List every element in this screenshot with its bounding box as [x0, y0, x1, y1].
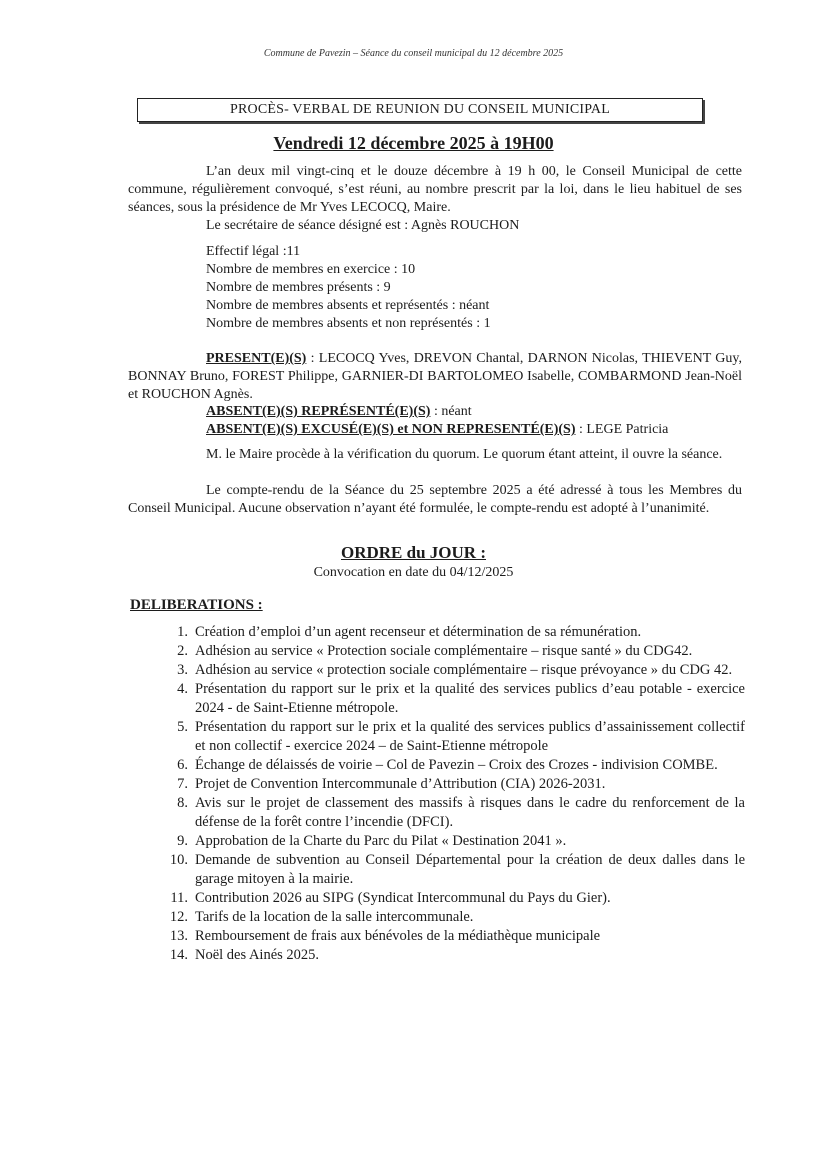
- absent-excused-value: : LEGE Patricia: [575, 422, 669, 437]
- intro-paragraph: L’an deux mil vingt-cinq et le douze décembre à 19 h 00, le Conseil Municipal de cette commune, régulièrement convoqué, s’est réuni, au nombre prescrit par la loi, dans le lieu habituel de ses séances, sous la présidence de Mr Yves LECOCQ, Maire.: [128, 164, 742, 215]
- agenda-item-text: Présentation du rapport sur le prix et la qualité des services publics d’assainissement collectif et non collectif - exercice 2024 – de Saint-Etienne métropole: [195, 719, 745, 754]
- count-absent-not-represented: Nombre de membres absents et non représentés : 1: [206, 316, 491, 331]
- agenda-item-number: 12.: [169, 909, 188, 925]
- meeting-date-title: Vendredi 12 décembre 2025 à 19H00: [273, 133, 554, 153]
- count-present: Nombre de membres présents : 9: [206, 280, 391, 295]
- agenda-item-number: 14.: [169, 947, 188, 963]
- agenda-item: [160, 623, 745, 642]
- agenda-item: [160, 946, 745, 965]
- agenda-item: [160, 889, 745, 908]
- quorum-paragraph: M. le Maire procède à la vérification du quorum. Le quorum étant atteint, il ouvre la séance.: [206, 447, 723, 462]
- agenda-item: [160, 680, 745, 718]
- agenda-item-number: 13.: [169, 928, 188, 944]
- count-in-office: Nombre de membres en exercice : 10: [206, 262, 416, 277]
- agenda-item-text: Projet de Convention Intercommunale d’Attribution (CIA) 2026-2031.: [195, 776, 606, 792]
- agenda-title: ORDRE du JOUR :: [341, 543, 486, 562]
- agenda-item-text: Noël des Ainés 2025.: [195, 947, 320, 963]
- agenda-item-text: Adhésion au service « protection sociale complémentaire – risque prévoyance » du CDG 42.: [195, 662, 733, 678]
- agenda-item-number: 6.: [177, 757, 188, 773]
- agenda-item-number: 7.: [177, 776, 188, 792]
- agenda-item: [160, 908, 745, 927]
- agenda-item-text: Demande de subvention au Conseil Départemental pour la création de deux dalles dans le garage mitoyen à la mairie.: [195, 852, 745, 887]
- agenda-item: [160, 661, 745, 680]
- agenda-item: [160, 927, 745, 946]
- absent-represented-label: ABSENT(E)(S) REPRÉSENTÉ(E)(S): [206, 404, 431, 419]
- agenda-item-number: 4.: [177, 681, 188, 697]
- present-label: PRESENT(E)(S): [206, 351, 307, 366]
- agenda-item: [160, 794, 745, 832]
- agenda-item-text: Présentation du rapport sur le prix et la qualité des services publics d’eau potable - exercice 2024 - de Saint-Etienne métropole.: [195, 681, 745, 716]
- agenda-item-text: Contribution 2026 au SIPG (Syndicat Intercommunal du Pays du Gier).: [195, 890, 611, 906]
- agenda-item-text: Adhésion au service « Protection sociale complémentaire – risque santé » du CDG42.: [195, 643, 693, 659]
- deliberations-heading: DELIBERATIONS :: [130, 597, 263, 613]
- agenda-item-number: 3.: [177, 662, 188, 678]
- agenda-item: [160, 832, 745, 851]
- agenda-item-text: Échange de délaissés de voirie – Col de Pavezin – Croix des Crozes - indivision COMBE.: [195, 757, 718, 773]
- absent-excused-line: [206, 421, 668, 439]
- agenda-item-number: 11.: [170, 890, 188, 906]
- absent-excused-label: ABSENT(E)(S) EXCUSÉ(E)(S) et NON REPRESENTÉ(E)(S): [206, 422, 576, 437]
- agenda-item-number: 1.: [177, 624, 188, 640]
- agenda-item-number: 8.: [177, 795, 188, 811]
- agenda-item-text: Création d’emploi d’un agent recenseur et détermination de sa rémunération.: [195, 624, 642, 640]
- convocation-date: Convocation en date du 04/12/2025: [313, 565, 514, 580]
- secretary-line: Le secrétaire de séance désigné est : Agnès ROUCHON: [206, 218, 520, 233]
- agenda-item: [160, 718, 745, 756]
- agenda-item-text: Avis sur le projet de classement des massifs à risques dans le cadre du renforcement de la défense de la forêt contre l’incendie (DFCI).: [195, 795, 745, 830]
- agenda-item: [160, 642, 745, 661]
- agenda-item: [160, 775, 745, 794]
- absent-represented-line: [206, 403, 472, 421]
- agenda-item-number: 5.: [177, 719, 188, 735]
- count-absent-represented: Nombre de membres absents et représentés : néant: [206, 298, 490, 313]
- minutes-paragraph: Le compte-rendu de la Séance du 25 septembre 2025 a été adressé à tous les Membres du Conseil Municipal. Aucune observation n’ayant été formulée, le compte-rendu est adopté à l’unanimité.: [128, 483, 742, 516]
- agenda-item-text: Approbation de la Charte du Parc du Pilat « Destination 2041 ».: [195, 833, 567, 849]
- count-legal: Effectif légal :11: [206, 244, 301, 259]
- running-header: Commune de Pavezin – Séance du conseil municipal du 12 décembre 2025: [263, 48, 564, 59]
- agenda-item: [160, 851, 745, 889]
- agenda-item-number: 9.: [177, 833, 188, 849]
- document-title-box: PROCÈS- VERBAL DE REUNION DU CONSEIL MUNICIPAL: [137, 98, 703, 122]
- absent-represented-value: : néant: [430, 404, 472, 419]
- agenda-item-number: 2.: [177, 643, 188, 659]
- agenda-item-text: Remboursement de frais aux bénévoles de la médiathèque municipale: [195, 928, 601, 944]
- agenda-list: [160, 623, 745, 965]
- agenda-item: [160, 756, 745, 775]
- present-names: : LECOCQ Yves, DREVON Chantal, DARNON Nicolas, THIEVENT Guy, BONNAY Bruno, FOREST Philippe, GARNIER-DI BARTOLOMEO Isabelle, COMBARMOND Jean-Noël et ROUCHON Agnès.: [128, 351, 742, 402]
- agenda-item-number: 10.: [169, 852, 188, 868]
- agenda-item-text: Tarifs de la location de la salle intercommunale.: [195, 909, 474, 925]
- present-members: [128, 350, 742, 404]
